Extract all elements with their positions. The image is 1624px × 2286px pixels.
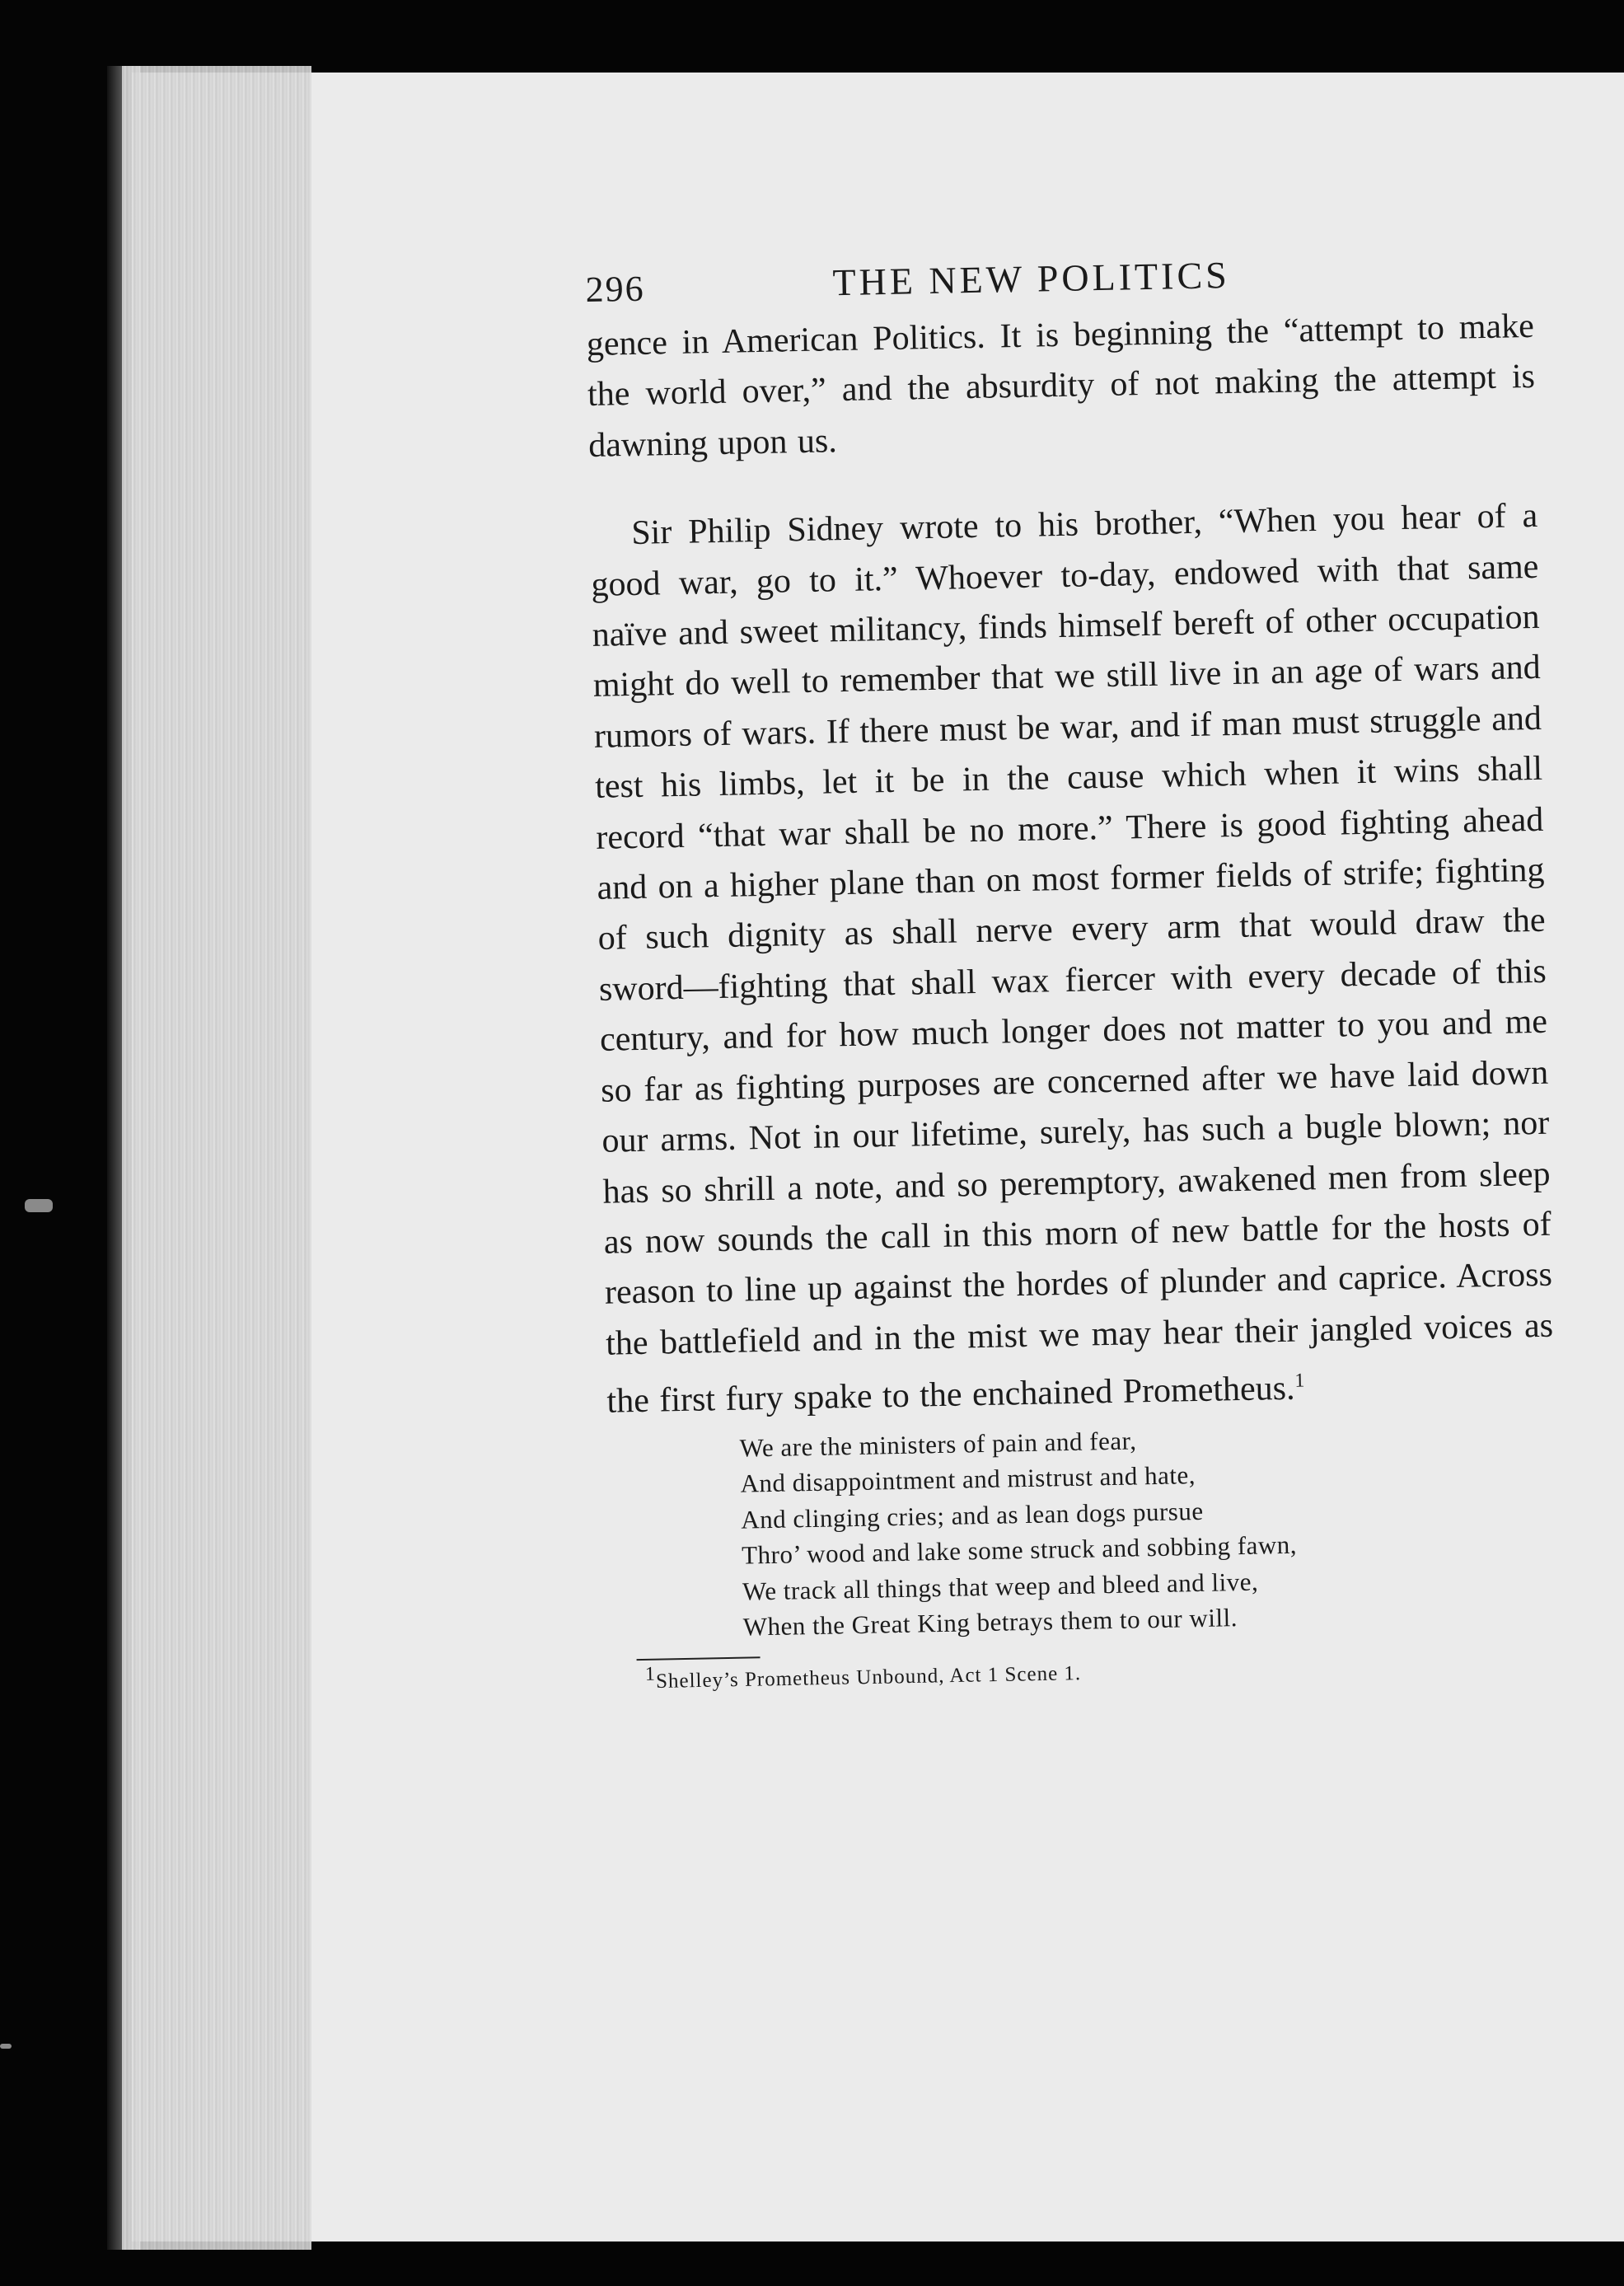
- page-edges: [122, 66, 311, 2250]
- footnote-divider: [637, 1656, 761, 1661]
- paragraph-text: Sir Philip Sidney wrote to his brother, “When you hear of a good war, go to it.” Whoever to-day, endowed with that same naïve and sweet militancy, finds himself bereft of other occupation might do well to remember that we still live in an age of wars and rumors of wars. If there must be war, and if man must struggle and test his limbs, let it be in the cause which when it wins shall record “that war shall be no more.” There is good fighting ahead and on a higher plane than on most former fields of strife; fighting of such dignity as shall nerve every arm that would draw the sword—fighting that shall wax fiercer with every decade of this century, and for how much longer does not matter to you and me so far as fighting purposes are concerned after we have laid down our arms. Not in our lifetime, surely, has such a bugle blown; nor has so shrill a note, and so peremptory, awakened men from sleep as now sounds the call in this morn of new battle for the hosts of reason to line up against the hordes of plunder and caprice. Across the battlefield and in the mist we may hear their jangled voices as the first fury spake to the enchained Prometheus.: [591, 497, 1554, 1421]
- verse-line: And clinging cries; and as lean dogs pursue: [740, 1496, 1204, 1534]
- verse-line: We are the ministers of pain and fear,: [739, 1425, 1137, 1463]
- verse-quotation: [739, 1414, 1559, 1645]
- paragraph-sidney: [590, 491, 1555, 1427]
- footnote-marker: 1: [644, 1663, 657, 1685]
- verse-line: Thro’ wood and lake some struck and sobbing fawn,: [741, 1529, 1298, 1570]
- footnote-text: Shelley’s Prometheus Unbound, Act 1 Scene 1.: [655, 1661, 1082, 1693]
- scan-artifact: [0, 2044, 12, 2049]
- verse-line: And disappointment and mistrust and hate,: [740, 1460, 1196, 1498]
- page-text: [585, 244, 1560, 1694]
- verse-line: When the Great King betrays them to our will.: [742, 1603, 1238, 1642]
- page-number: 296: [585, 268, 646, 310]
- paragraph-continuation: gence in American Politics. It is beginning the “attempt to make the world over,” and the absurdity of not making the attempt is dawning upon us.: [586, 307, 1536, 465]
- footnote-reference: 1: [1294, 1370, 1305, 1392]
- verse-line: We track all things that weep and bleed and live,: [742, 1567, 1259, 1606]
- running-title: THE NEW POLITICS: [832, 253, 1231, 304]
- scan-artifact: [25, 1199, 53, 1212]
